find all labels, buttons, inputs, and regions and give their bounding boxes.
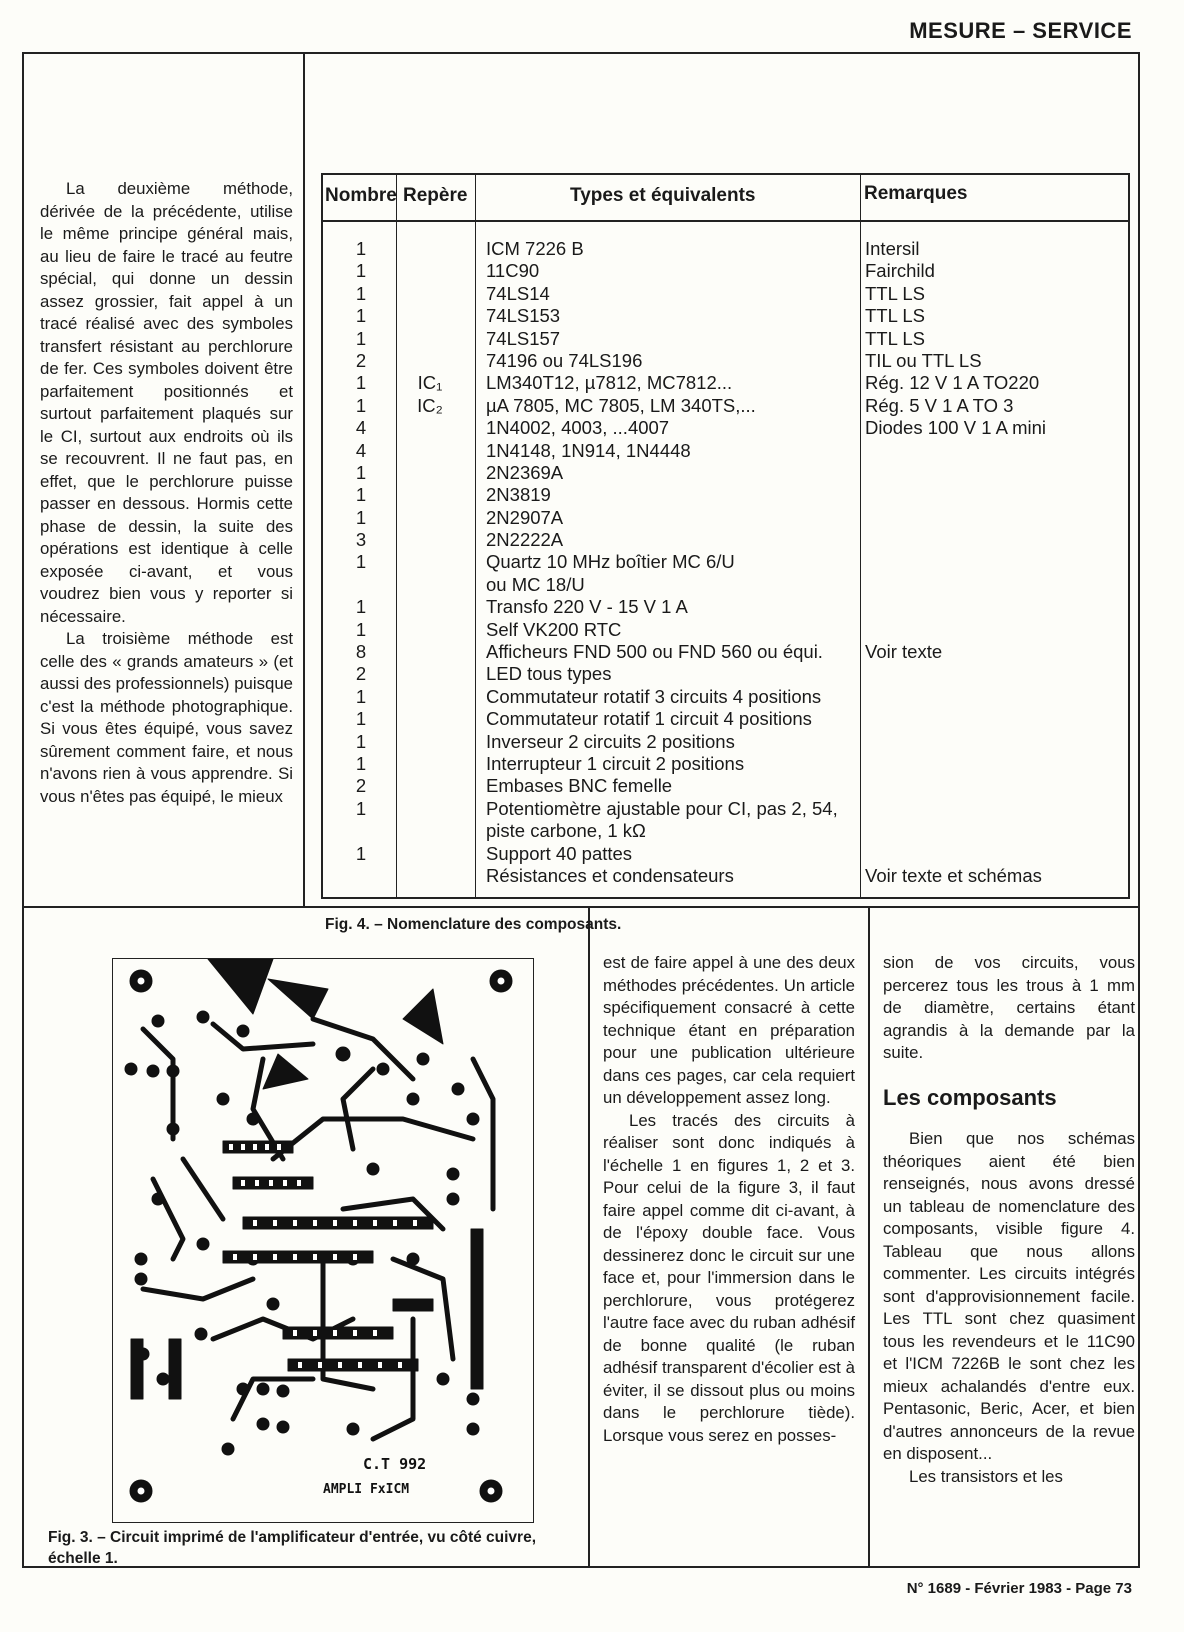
divider-left-column bbox=[303, 52, 305, 907]
cell-repere: IC₂ bbox=[417, 394, 443, 416]
divider-right-column bbox=[868, 906, 870, 1566]
cell-nombre: 1 bbox=[355, 260, 367, 282]
cell-nombre: 1 bbox=[355, 618, 367, 640]
header-repere: Repère bbox=[403, 185, 468, 206]
cell-nombre: 1 bbox=[355, 685, 367, 707]
header-types: Types et équivalents bbox=[570, 185, 756, 206]
cell-nombre bbox=[341, 865, 381, 887]
divider-figure-3 bbox=[588, 906, 590, 1566]
cell-type: Interrupteur 1 circuit 2 positions bbox=[486, 752, 745, 774]
cell-nombre: 1 bbox=[355, 797, 367, 819]
cell-remarque: TTL LS bbox=[865, 282, 925, 304]
page-footer: N° 1689 - Février 1983 - Page 73 bbox=[906, 1580, 1132, 1597]
cell-nombre: 4 bbox=[355, 417, 367, 439]
cell-repere bbox=[405, 260, 455, 282]
cell-nombre: 2 bbox=[355, 775, 367, 797]
cell-type: Support 40 pattes bbox=[486, 842, 633, 864]
cell-nombre: 3 bbox=[355, 529, 367, 551]
cell-type: ou MC 18/U bbox=[486, 573, 585, 595]
cell-repere: IC₁ bbox=[417, 372, 443, 394]
cell-remarque bbox=[865, 551, 1125, 573]
cell-type: LED tous types bbox=[486, 663, 612, 685]
cell-repere bbox=[405, 843, 455, 865]
section-heading: Les composants bbox=[883, 1085, 1057, 1110]
cell-repere bbox=[405, 686, 455, 708]
cell-type: Inverseur 2 circuits 2 positions bbox=[486, 730, 735, 752]
pcb-label-line2: AMPLI FxICM bbox=[323, 1482, 410, 1497]
pcb-artwork bbox=[113, 959, 533, 1521]
cell-repere bbox=[405, 708, 455, 730]
cell-repere bbox=[405, 820, 455, 842]
cell-nombre: 2 bbox=[355, 663, 367, 685]
cell-remarque bbox=[865, 507, 1125, 529]
cell-remarque: TTL LS bbox=[865, 305, 925, 327]
cell-type: Self VK200 RTC bbox=[486, 618, 622, 640]
cell-repere bbox=[405, 798, 455, 820]
cell-remarque bbox=[865, 663, 1125, 685]
cell-remarque bbox=[865, 731, 1125, 753]
column-nombre bbox=[341, 238, 381, 887]
fig4-caption: Fig. 4. – Nomenclature des composants. bbox=[325, 916, 622, 933]
cell-type: 2N3819 bbox=[486, 484, 551, 506]
cell-nombre: 8 bbox=[355, 641, 367, 663]
table-header-line bbox=[323, 220, 1128, 222]
cell-repere bbox=[405, 305, 455, 327]
cell-type: 74LS153 bbox=[486, 305, 561, 327]
cell-type: 2N2222A bbox=[486, 529, 564, 551]
cell-repere bbox=[405, 596, 455, 618]
cell-type: LM340T12, µ7812, MC7812... bbox=[486, 372, 733, 394]
cell-nombre: 2 bbox=[355, 349, 367, 371]
cell-nombre: 1 bbox=[355, 484, 367, 506]
cell-repere bbox=[405, 641, 455, 663]
cell-repere bbox=[405, 574, 455, 596]
cell-repere bbox=[405, 663, 455, 685]
cell-remarque bbox=[865, 686, 1125, 708]
cell-type: Embases BNC femelle bbox=[486, 775, 673, 797]
paragraph: sion de vos circuits, vous percerez tous les trous à 1 mm de diamètre, certains étant agrandis à la demande par la suite. bbox=[883, 953, 1135, 1062]
cell-type: piste carbone, 1 kΩ bbox=[486, 820, 646, 842]
components-table bbox=[321, 173, 1130, 899]
middle-text-column bbox=[603, 952, 855, 1447]
cell-remarque bbox=[865, 529, 1125, 551]
cell-repere bbox=[405, 328, 455, 350]
cell-remarque bbox=[865, 440, 1125, 462]
paragraph: La troisième méthode est celle des « grands amateurs » (et aussi des professionnels) puisque c'est la méthode photographique. Si vous êtes équipé, vous savez sûrement comment faire, et nous n'avons rien à vous apprendre. Si vous n'êtes pas équipé, le mieux bbox=[40, 629, 293, 806]
paragraph: Les transistors et les bbox=[909, 1466, 1063, 1486]
paragraph: Les tracés des circuits à réaliser sont donc indiqués à l'échelle 1 en figures 1, 2 et 3. Pour celui de la figure 3, il faut faire appel comme dit ci-avant, à de l'époxy double face. Vous dessinerez donc le circuit sur une face et, pour l'immersion dans le perchlorure, vous protégerez l'autre face avec du ruban adhésif de bonne qualité (le ruban adhésif transparent d'écolier est à éviter, il se dissout plus ou moins dans le perchlorure tiède). Lorsque vous serez en posses- bbox=[603, 1110, 855, 1445]
cell-repere bbox=[405, 283, 455, 305]
fig3-caption: Fig. 3. – Circuit imprimé de l'amplificateur d'entrée, vu côté cuivre, échelle 1. bbox=[48, 1529, 537, 1567]
cell-nombre: 1 bbox=[355, 461, 367, 483]
column-repere bbox=[405, 238, 455, 887]
table-column-line bbox=[396, 175, 397, 897]
cell-repere bbox=[405, 507, 455, 529]
cell-nombre: 4 bbox=[355, 439, 367, 461]
column-types bbox=[486, 238, 858, 887]
cell-remarque bbox=[865, 775, 1125, 797]
cell-type: 1N4002, 4003, ...4007 bbox=[486, 417, 670, 439]
cell-nombre bbox=[341, 820, 381, 842]
paragraph: La deuxième méthode, dérivée de la précédente, utilise le même principe général mais, au lieu de faire le tracé au feutre spécial, qui donne un dessin assez grossier, fait appel à un tracé réalisé avec des symboles transfert résistant au perchlorure de fer. Ces symboles doivent être parfaitement positionnés et surtout parfaitement plaqués sur le CI, surtout aux endroits où ils se recouvrent. Il ne faut pas, en effet, que le perchlorure puisse passer en dessous. Hormis cette phase de dessin, la suite des opérations est identique à celle exposée ci-avant, et vous voudrez bien vous y reporter si nécessaire. bbox=[40, 179, 293, 626]
divider-horizontal bbox=[22, 906, 1140, 908]
cell-type: Commutateur rotatif 3 circuits 4 positions bbox=[486, 685, 822, 707]
cell-type: 2N2907A bbox=[486, 506, 564, 528]
cell-nombre: 1 bbox=[355, 551, 367, 573]
cell-remarque: Intersil bbox=[865, 238, 920, 259]
cell-remarque: Fairchild bbox=[865, 260, 935, 282]
cell-remarque bbox=[865, 596, 1125, 618]
cell-remarque: Rég. 12 V 1 A TO220 bbox=[865, 372, 1040, 394]
cell-repere bbox=[405, 440, 455, 462]
cell-repere bbox=[405, 350, 455, 372]
cell-type: 11C90 bbox=[486, 260, 540, 282]
cell-remarque: Voir texte bbox=[865, 641, 943, 663]
cell-repere bbox=[405, 417, 455, 439]
cell-nombre: 1 bbox=[355, 372, 367, 394]
table-column-line bbox=[475, 175, 476, 897]
cell-remarque: TIL ou TTL LS bbox=[865, 349, 982, 371]
cell-remarque bbox=[865, 619, 1125, 641]
cell-type: 74196 ou 74LS196 bbox=[486, 349, 643, 371]
cell-nombre: 1 bbox=[355, 282, 367, 304]
cell-remarque: TTL LS bbox=[865, 327, 925, 349]
header-nombre: Nombre bbox=[325, 185, 397, 206]
header-remarques: Remarques bbox=[864, 183, 968, 204]
cell-type: Transfo 220 V - 15 V 1 A bbox=[486, 596, 688, 618]
cell-type: 1N4148, 1N914, 1N4448 bbox=[486, 439, 691, 461]
cell-remarque: Rég. 5 V 1 A TO 3 bbox=[865, 394, 1014, 416]
right-text-column bbox=[883, 952, 1135, 1065]
cell-remarque: Voir texte et schémas bbox=[865, 864, 1042, 886]
cell-type: ICM 7226 B bbox=[486, 238, 584, 259]
pcb-figure bbox=[112, 958, 534, 1523]
cell-remarque bbox=[865, 753, 1125, 775]
cell-nombre: 1 bbox=[355, 305, 367, 327]
section-header: MESURE – SERVICE bbox=[909, 18, 1132, 43]
cell-type: Potentiomètre ajustable pour CI, pas 2, 54, bbox=[486, 797, 838, 819]
cell-remarque bbox=[865, 843, 1125, 865]
cell-nombre: 1 bbox=[355, 708, 367, 730]
cell-nombre: 1 bbox=[355, 752, 367, 774]
cell-nombre: 1 bbox=[355, 730, 367, 752]
cell-nombre: 1 bbox=[355, 596, 367, 618]
column-remarques bbox=[865, 238, 1125, 887]
cell-type: Afficheurs FND 500 ou FND 560 ou équi. bbox=[486, 641, 823, 663]
cell-repere bbox=[405, 484, 455, 506]
cell-type: 74LS157 bbox=[486, 327, 561, 349]
cell-repere bbox=[405, 753, 455, 775]
cell-repere bbox=[405, 775, 455, 797]
paragraph: Bien que nos schémas théoriques aient été bien renseignés, nous avons dressé un tableau de nomenclature des composants, visible figure 4. Tableau que nous allons commenter. Les circuits intégrés sont d'approvisionnement facile. Les TTL sont chez quasiment tous les revendeurs et le 11C90 et l'ICM 7226B le sont chez les mieux achalandés d'entre eux. Pentasonic, Beric, Acer, et bien d'autres annonceurs de la revue en disposent... bbox=[883, 1129, 1135, 1463]
cell-nombre: 1 bbox=[355, 842, 367, 864]
cell-type: Commutateur rotatif 1 circuit 4 positions bbox=[486, 708, 812, 730]
cell-repere bbox=[405, 619, 455, 641]
paragraph: est de faire appel à une des deux méthodes précédentes. Un article spécifiquement consacré à cette technique étant en préparation pour une publication ultérieure dans ces pages, car cela requiert un développement assez long. bbox=[603, 953, 855, 1107]
cell-nombre: 1 bbox=[355, 506, 367, 528]
cell-remarque bbox=[865, 484, 1125, 506]
cell-repere bbox=[405, 865, 455, 887]
cell-repere bbox=[405, 462, 455, 484]
cell-nombre: 1 bbox=[355, 327, 367, 349]
cell-type: Résistances et condensateurs bbox=[486, 864, 734, 886]
cell-nombre bbox=[341, 574, 381, 596]
cell-type: Quartz 10 MHz boîtier MC 6/U bbox=[486, 551, 735, 573]
cell-remarque: Diodes 100 V 1 A mini bbox=[865, 417, 1046, 439]
cell-remarque bbox=[865, 820, 1125, 842]
cell-type: 74LS14 bbox=[486, 282, 550, 304]
cell-nombre: 1 bbox=[355, 238, 367, 259]
cell-remarque bbox=[865, 798, 1125, 820]
cell-repere bbox=[405, 731, 455, 753]
left-text-column bbox=[40, 178, 293, 808]
cell-nombre: 1 bbox=[355, 394, 367, 416]
cell-type: 2N2369A bbox=[486, 461, 564, 483]
cell-remarque bbox=[865, 708, 1125, 730]
cell-repere bbox=[405, 551, 455, 573]
right-text-column-body bbox=[883, 1128, 1135, 1488]
cell-repere bbox=[405, 238, 455, 260]
pcb-label-line1: C.T 992 bbox=[363, 1455, 427, 1473]
cell-type: µA 7805, MC 7805, LM 340TS,... bbox=[486, 394, 756, 416]
cell-remarque bbox=[865, 462, 1125, 484]
cell-remarque bbox=[865, 574, 1125, 596]
cell-repere bbox=[405, 529, 455, 551]
table-column-line bbox=[860, 175, 861, 897]
